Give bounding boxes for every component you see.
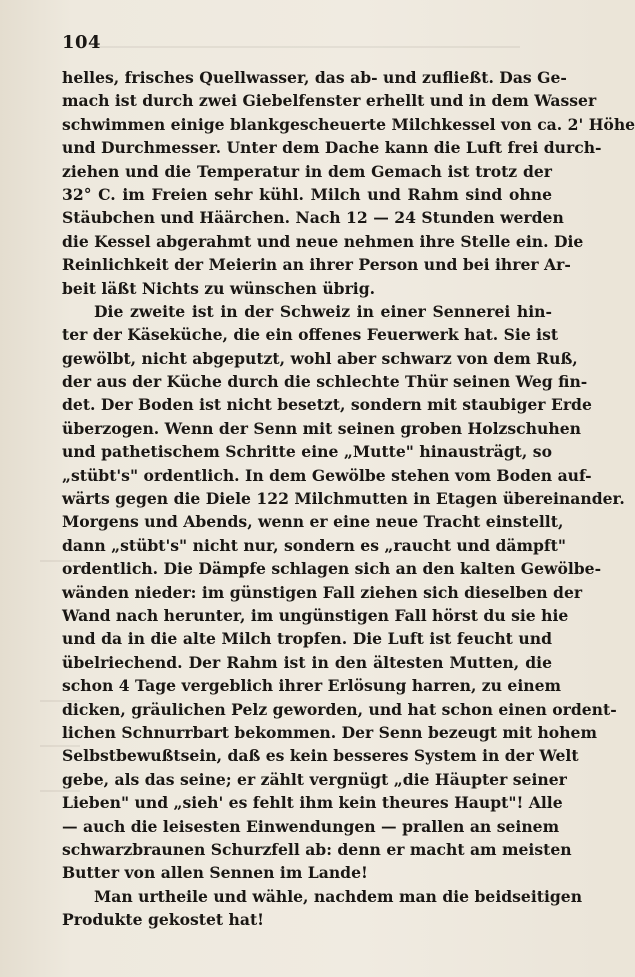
text-line: wänden nieder: im günstigen Fall ziehen sich dieselben der [62,582,583,602]
text-line: beit läßt Nichts zu wünschen übrig. [62,278,376,298]
text-line: det. Der Boden ist nicht besetzt, sondern mit staubiger Erde [62,395,592,415]
text-line: ordentlich. Die Dämpfe schlagen sich an den kalten Gewölbe- [62,559,602,579]
text-line: Morgens und Abends, wenn er eine neue Tracht einstellt, [62,512,564,532]
text-line: schwimmen einige blankgescheuerte Milchkessel von ca. 2' Höhe [62,114,635,134]
text-line: dann „stübt's" nicht nur, sondern es „raucht und dämpft" [62,535,566,555]
text-line: Man urtheile und wähle, nachdem man die beidseitigen [94,886,583,906]
text-line: Selbstbewußtsein, daß es kein besseres System in der Welt [62,746,579,766]
text-line: schwarzbraunen Schurzfell ab: denn er macht am meisten [62,839,572,859]
text-line: — auch die leisesten Einwendungen — prallen an seinem [62,816,560,836]
text-line: Butter von allen Sennen im Lande! [62,863,368,883]
text-line: mach ist durch zwei Giebelfenster erhellt und in dem Wasser [62,91,597,111]
text-line: Die zweite ist in der Schweiz in einer Sennerei hin- [94,301,552,321]
text-line: ziehen und die Temperatur in dem Gemach ist trotz der [62,161,552,181]
text-line: schon 4 Tage vergeblich ihrer Erlösung harren, zu einem [62,676,562,696]
text-line: Wand nach herunter, im ungünstigen Fall hörst du sie hie [62,605,569,625]
text-line: „stübt's" ordentlich. In dem Gewölbe stehen vom Boden auf- [62,465,592,485]
text-line: wärts gegen die Diele 122 Milchmutten in Etagen übereinander. [62,489,625,509]
text-line: lichen Schnurrbart bekommen. Der Senn bezeugt mit hohem [62,722,597,742]
text-line: der aus der Küche durch die schlechte Thür seinen Weg fin- [62,372,588,392]
text-line: ter der Käseküche, die ein offenes Feuerwerk hat. Sie ist [62,325,559,345]
text-line: helles, frisches Quellwasser, das ab- und zufließt. Das Ge- [62,68,567,87]
text-line: 32° C. im Freien sehr kühl. Milch und Rahm sind ohne [62,184,552,204]
text-line: dicken, gräulichen Pelz geworden, und hat schon einen ordent- [62,699,617,719]
text-line: und da in die alte Milch tropfen. Die Luft ist feucht und [62,629,552,649]
text-line: gewölbt, nicht abgeputzt, wohl aber schwarz von dem Ruß, [62,348,578,368]
body-text [62,66,635,931]
text-line: und Durchmesser. Unter dem Dache kann die Luft frei durch- [62,138,602,158]
text-line: Produkte gekostet hat! [62,910,264,930]
text-line: und pathetischem Schritte eine „Mutte" hinausträgt, so [62,442,552,462]
text-line: Reinlichkeit der Meierin an ihrer Person und bei ihrer Ar- [62,255,571,275]
text-line: überzogen. Wenn der Senn mit seinen groben Holzschuhen [62,418,581,438]
text-line: Stäubchen und Häärchen. Nach 12 — 24 Stunden werden [62,208,564,228]
text-line: gebe, als das seine; er zählt vergnügt „die Häupter seiner [62,769,567,789]
page-number: 104 [62,32,102,53]
text-line: Lieben" und „sieh' es fehlt ihm kein theures Haupt"! Alle [62,793,563,813]
text-line: die Kessel abgerahmt und neue nehmen ihre Stelle ein. Die [62,231,584,251]
text-line: übelriechend. Der Rahm ist in den ältesten Mutten, die [62,652,552,672]
